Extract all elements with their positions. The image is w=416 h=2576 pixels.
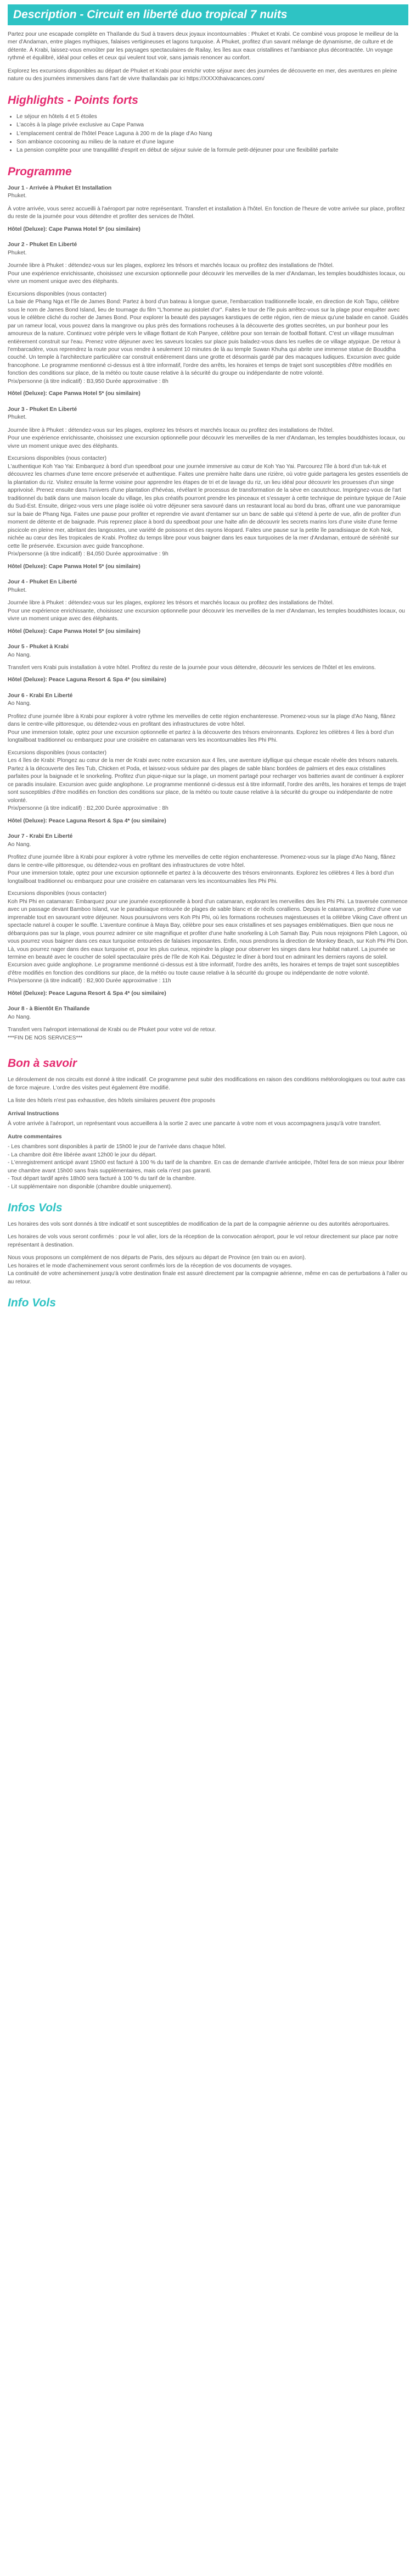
day-text: Excursions disponibles (nous contacter) xyxy=(8,891,107,897)
day-text: Pour une expérience enrichissante, choisissez une excursion optionnelle pour découvrir les merveilles de la mer d'Andaman, les temples bouddhistes locaux, ou vivre un moment unique avec des éléphants. xyxy=(8,435,405,449)
day-hotel: Hôtel (Deluxe): Cape Panwa Hotel 5* (ou similaire) xyxy=(8,563,140,570)
highlight-item: • Son ambiance cocooning au milieu de la nature et d'une lagune xyxy=(16,138,408,146)
day-text: L'authentique Koh Yao Yai: Embarquez à bord d'un speedboat pour une journée immersive au cœur de Koh Yao Yai. Parcourez l'île à bord d'un tuk-tuk et découvrez les charmes d'une terre encore préservée et authentique. Faites une première halte dans une rizière, où votre guide partagera les gestes essentiels de la plantation du riz. Visitez ensuite la ferme voisine pour apprendre les étapes de tri et de lavage du riz, un lieu idéal pour découvrir les prouesses d'un singe apprivoisé. Prenez ensuite dans l'univers d'une plantation d'hévéas, révélant le processus de transformation de la sève en caoutchouc. Imprégnez-vous de l'art traditionnel du batik dans une maison locale du village, les plus créatifs pourront prendre les pinceaux et s'essayer à cette technique de peinture typique de l'Asie du Sud-Est. Ensuite, dirigez-vous vers une plage isolée où votre déjeuner sera savouré dans un restaurant local au bord du bras, offrant une vue panoramique sur la baie de Phang Nga. Faites une pause pour profiter et reprendre vie avant d'entamer sur un banc de sable qui s'étend à perte de vue, afin de profiter d'un moment de détente et de baignade. Puis reprenez place à bord du speedboat pour une halte afin de découvrir les secrets marins lors d'une visite d'une ferme piscicole en pleine mer, abritant des langoustes, une variété de poissons et des rayons léopard. Faites une pause sur la petite île paradisiaque de Koh Nok, nichée au cœur des îles tropicales de Krabi. Profitez du temps libre pour vous baigner dans les eaux turquoises de la mer d'Andaman, entouré de sérénité sur cette île préservée. Excursion avec guide francophone. xyxy=(8,463,408,549)
intro-excursions-paragraph: Explorez les excursions disponibles au départ de Phuket et Krabi pour enrichir votre séjour avec des journées de découverte en mer, des aventures en pleine nature ou des journées immersives dans l'art de vivre thaïlandais par ici https://XXXXthaivacances.com/ xyxy=(8,68,397,82)
day-place: Phuket. xyxy=(8,193,27,199)
day-block xyxy=(8,205,408,221)
day-block xyxy=(8,599,408,623)
infos-vols-paragraph: La continuité de votre acheminement jusqu'à votre destination finale est assuré directement par la compagnie aérienne, même en cas de perturbations à l'aller ou au retour. xyxy=(8,1271,408,1285)
comment-line: - Lit supplémentaire non disponible (chambre double uniquement). xyxy=(8,1183,172,1190)
day-title: Jour 3 - Phuket En Liberté xyxy=(8,406,77,413)
day-title: Jour 2 - Phuket En Liberté xyxy=(8,242,77,248)
day-text: Transfert vers l'aéroport international de Krabi ou de Phuket pour votre vol de retour. xyxy=(8,1027,216,1033)
highlight-item: • Le séjour en hôtels 4 et 5 étoiles xyxy=(16,113,408,121)
programme-days xyxy=(8,185,408,1047)
day-hotel: Hôtel (Deluxe): Cape Panwa Hotel 5* (ou similaire) xyxy=(8,628,140,635)
infos-vols-paragraph: Les horaires et le mode d'acheminement vous seront confirmés lors de la réception de vos documents de voyages. xyxy=(8,1262,293,1269)
day-text: Prix/personne (à titre indicatif) : B2,900 Durée approximative : 11h xyxy=(8,978,171,984)
infos-vols-paragraph: Les horaires des vols sont donnés à titre indicatif et sont susceptibles de modification de la part de la compagnie aérienne ou des autorités aéroportuaires. xyxy=(8,1221,390,1227)
day-text: Pour une immersion totale, optez pour une excursion optionnelle et partez à la découverte des trésors environnants. Explorez les célèbres 4 îles à bord d'un longtailboat traditionnel ou embarquez pour une croisière en catamaran vers les incontournables îles Phi Phi. xyxy=(8,729,394,744)
day-title: Jour 4 - Phuket En Liberté xyxy=(8,579,77,586)
intro-paragraph: Partez pour une escapade complète en Thaïlande du Sud à travers deux joyaux incontournables : Phuket et Krabi. Ce combiné vous propose le meilleur de la mer d'Andaman, entre plages mythiques, falaises vertigineuses et lagons turquoise. À Phuket, profitez d'un savant mélange de dynamisme, de culture et de détente. À Krabi, laissez-vous envoûter par les paysages spectaculaires de Railay, les îles aux eaux cristallines et l'ambiance plus décontractée. Un voyage rythmé et équilibré, idéal pour celles et ceux qui veulent tout voir, sans jamais renoncer au confort. xyxy=(8,31,398,62)
day-title: Jour 5 - Phuket à Krabi xyxy=(8,644,69,650)
day-text: Pour une immersion totale, optez pour une excursion optionnelle et partez à la découverte des trésors environnants. Explorez les célèbres 4 îles à bord d'un longtailboat traditionnel ou embarquez pour une croisière en catamaran vers les incontournables îles Phi Phi. xyxy=(8,870,394,884)
day-block xyxy=(8,713,408,745)
day-block xyxy=(8,291,408,386)
comment-line: - L'enregistrement anticipé avant 15h00 est facturé à 100 % du tarif de la chambre. En cas de demande d'arrivée anticipée, l'hôtel fera de son mieux pour libérer une chambre avant 15h00 sans frais supplémentaires, mais cela n'est pas garanti. xyxy=(8,1160,404,1174)
infos-vols-paragraph: Les horaires de vols vous seront confirmés : pour le vol aller, lors de la réception de la convocation aéroport, pour le vol retour directement sur place par notre représentant à destination. xyxy=(8,1234,398,1248)
highlights-section xyxy=(8,92,408,155)
infos-vols-section xyxy=(8,1200,408,1286)
day-text: Prix/personne (à titre indicatif) : B3,950 Durée approximative : 8h xyxy=(8,378,168,385)
other-comments-title: Autre commentaires xyxy=(8,1133,62,1140)
programme-day xyxy=(8,578,408,636)
day-title: Jour 6 - Krabi En Liberté xyxy=(8,692,73,699)
day-text: Pour une expérience enrichissante, choisissez une excursion optionnelle pour découvrir les merveilles de la mer d'Andaman, les temples bouddhistes locaux, ou vivre un moment unique avec des éléphants. xyxy=(8,270,405,285)
day-text: Excursions disponibles (nous contacter) xyxy=(8,749,107,756)
day-text: Journée libre à Phuket : détendez-vous sur les plages, explorez les trésors et marchés locaux ou profitez des installations de l'hôtel. xyxy=(8,263,334,269)
other-comments-list xyxy=(8,1143,408,1191)
programme-day xyxy=(8,406,408,571)
infos-vols-title: Infos Vols xyxy=(8,1201,63,1214)
day-text: Journée libre à Phuket : détendez-vous sur les plages, explorez les trésors et marchés locaux ou profitez des installations de l'hôtel. xyxy=(8,600,334,607)
day-title: Jour 1 - Arrivée à Phuket Et Installation xyxy=(8,185,112,191)
day-place: Ao Nang. xyxy=(8,841,31,848)
day-hotel: Hôtel (Deluxe): Cape Panwa Hotel 5* (ou similaire) xyxy=(8,226,140,232)
day-place: Phuket. xyxy=(8,249,27,256)
programme-day xyxy=(8,643,408,685)
day-block xyxy=(8,427,408,450)
day-text: Prix/personne (à titre indicatif) : B4,050 Durée approximative : 9h xyxy=(8,551,168,558)
day-title: Jour 7 - Krabi En Liberté xyxy=(8,833,73,840)
bon-a-savoir-section xyxy=(8,1055,408,1191)
highlights-title: Highlights - Points forts xyxy=(8,93,138,107)
programme-section xyxy=(8,164,408,1047)
comment-line: - La chambre doit être libérée avant 12h00 le jour du départ. xyxy=(8,1151,157,1158)
day-block xyxy=(8,1026,408,1042)
day-text: ***FIN DE NOS SERVICES*** xyxy=(8,1034,83,1041)
day-title: Jour 8 - à Bientôt En Thaïlande xyxy=(8,1006,90,1012)
day-block xyxy=(8,455,408,558)
programme-day xyxy=(8,185,408,233)
day-block xyxy=(8,749,408,813)
programme-day xyxy=(8,692,408,825)
page-title-banner: Description - Circuit en liberté duo tropical 7 nuits xyxy=(8,4,408,25)
arrival-instructions-text: À votre arrivée à l'aéroport, un représentant vous accueillera à la sortie 2 avec une pancarte à votre nom et vous accompagnera jusqu'à votre transfert. xyxy=(8,1121,381,1127)
day-text: Journée libre à Phuket : détendez-vous sur les plages, explorez les trésors et marchés locaux ou profitez des installations de l'hôtel. xyxy=(8,427,334,433)
programme-day xyxy=(8,1005,408,1047)
infos-vols-paragraph: Nous vous proposons un complément de nos départs de Paris, des séjours au départ de Province (en train ou en avion). xyxy=(8,1255,306,1261)
day-text: Pour une expérience enrichissante, choisissez une excursion optionnelle pour découvrir les merveilles de la mer d'Andaman, les temples bouddhistes locaux, ou vivre un moment unique avec des éléphants. xyxy=(8,608,405,622)
programme-title: Programme xyxy=(8,165,72,178)
comment-line: - Les chambres sont disponibles à partir de 15h00 le jour de l'arrivée dans chaque hôtel. xyxy=(8,1144,226,1150)
day-hotel: Hôtel (Deluxe): Peace Laguna Resort & Spa 4* (ou similaire) xyxy=(8,817,166,824)
bon-a-savoir-title: Bon à savoir xyxy=(8,1057,77,1070)
day-hotel: Hôtel (Deluxe): Peace Laguna Resort & Spa 4* (ou similaire) xyxy=(8,990,166,997)
day-block xyxy=(8,854,408,886)
day-text: Excursions disponibles (nous contacter) xyxy=(8,455,107,462)
day-text: Profitez d'une journée libre à Krabi pour explorer à votre rythme les merveilles de cette région enchanteresse. Promenez-vous sur la plage d'Ao Nang, flânez dans le centre-ville pittoresque, ou détendez-vous en profitant des infrastructures de votre hôtel. xyxy=(8,854,396,869)
day-hotel: Hôtel (Deluxe): Peace Laguna Resort & Spa 4* (ou similaire) xyxy=(8,677,166,683)
day-text: Koh Phi Phi en catamaran: Embarquez pour une journée exceptionnelle à bord d'un catamaran, explorant les merveilles des îles Phi Phi. La traversée commence avec un passage devant Bamboo Island, vue le paradisiaque entourée de plages de sable blanc et de récifs coralliens. Depuis le catamaran, profitez d'une vue imprenable tout en savourant votre déjeuner. Nous poursuivrons vers Koh Phi Phi, où les formations rocheuses majestueuses et la célèbre Viking Cave offrent un spectacle naturel à couper le souffle. L'aventure continue à Maya Bay, célèbre pour ses eaux cristallines et ses paysages emblématiques. Bien que nous ne débarquions pas sur la plage, vous pourrez admirer ce site magnifique et profiter d'une halte snorkeling à Loh Samah Bay. Puis nous rejoignons Pileh Lagoon, où vous pourrez vous baigner dans ces eaux turquoise entourées de falaises imposantes. Enfin, nous prendrons la direction de Monkey Beach, sur Koh Phi Phi Don. Là, vous pourrez nager dans des eaux turquoise et, pour les plus curieux, rejoindre la plage pour observer les singes dans leur habitat naturel. La journée se termine en beauté avec le coucher de soleil spectaculaire près de l'île de Koh Kai. Dégustez le dîner à bord tout en admirant les derniers rayons de soleil. Excursion avec guide anglophone. Le programme mentionné ci-dessus est à titre informatif, l'ordre des arrêts, les horaires et temps de trajet sont susceptibles d'être modifiés en fonction des conditions sur place, de la météo ou toute cause relative à la sécurité du groupe ou indépendante de notre volonté. xyxy=(8,898,408,976)
day-block xyxy=(8,890,408,986)
arrival-instructions-title: Arrival Instructions xyxy=(8,1110,59,1117)
day-place: Ao Nang. xyxy=(8,652,31,658)
highlight-item: • L'accès à la plage privée exclusive au Cape Panwa xyxy=(16,121,408,129)
day-text: La baie de Phang Nga et l'île de James Bond: Partez à bord d'un bateau à longue queue, l'embarcation traditionnelle locale, en direction de Koh Tapu, célèbre sous le nom de James Bond Island, lieu de tournage du film "L'homme au pistolet d'or". Faites le tour de l'île puis arrêtez-vous sur la plage pour enquêter avec vous le célèbre cliché du rocher de James Bond. Pour explorer la beauté des paysages karstiques de cette région, rien de mieux qu'une balade en canoë. Guidés par un rameur local, vous pouvez dans la mangrove ou plus près des formations rocheuses à la découverte des grottes secrètes, un pur bonheur pour les amoureux de la nature. Continuez votre périple vers le village flottant de Koh Panyee, célèbre pour son terrain de football flottant. C'est un village musulman entièrement construit sur l'eau. Prenez votre déjeuner avec les saveurs locales sur place puis baladez-vous dans les ruelles de ce village atypique. De retour à l'embarcadère, vous reprendrez la route pour vous rendre à seulement 10 minutes de là au temple Suwan Khuha qui abrite une immense statue de Bouddha couché. Un temple à l'architecture particulière car construit entièrement dans une grotte et désormais gardé par des macaques ludiques. Excursion avec guide francophone. Le programme mentionné ci-dessus est à titre informatif, l'ordre des arrêts, les horaires et temps de trajet sont susceptibles d'être modifiés en fonction des conditions sur place, de la météo ou toute cause relative à la sécurité du groupe ou indépendante de notre volonté. xyxy=(8,299,408,377)
day-place: Phuket. xyxy=(8,587,27,593)
day-text: Excursions disponibles (nous contacter) xyxy=(8,291,107,297)
info-vols-title: Info Vols xyxy=(8,1297,56,1310)
day-block xyxy=(8,664,408,672)
day-text: Les 4 îles de Krabi: Plongez au cœur de la mer de Krabi avec notre excursion aux 4 îles, une aventure idyllique qui cheque escale révèle des trésors naturels. Partez à la découverte des îles Tub, Chicken et Poda, et laissez-vous séduire par des plages de sable blanc bordées de palmiers et des eaux cristallines parfaites pour la baignade et le snorkeling. Profitez d'un pique-nique sur la plage, un moment partagé pour recharger vos batteries avant de continuer à explorer ce paradis insulaire. Excursion avec guide anglophone. Le programme mentionné ci-dessus est à titre informatif, l'ordre des arrêts, les horaires et temps de trajet sont susceptibles d'être modifiés en fonction des conditions sur place, de la météo ou toute cause relative à la sécurité du groupe ou indépendante de notre volonté. xyxy=(8,758,406,804)
day-text: Transfert vers Krabi puis installation à votre hôtel. Profitez du reste de la journée pour vous détendre, découvrir les services de l'hôtel et les environs. xyxy=(8,664,376,671)
highlights-list xyxy=(8,113,408,155)
highlight-item: • L'emplacement central de l'hôtel Peace Laguna à 200 m de la plage d'Ao Nang xyxy=(16,130,408,138)
intro-section xyxy=(8,31,408,84)
day-hotel: Hôtel (Deluxe): Cape Panwa Hotel 5* (ou similaire) xyxy=(8,391,140,397)
info-vols-section xyxy=(8,1295,408,1311)
day-text: À votre arrivée, vous serez accueilli à l'aéroport par notre représentant. Transfert et installation à l'hôtel. En fonction de l'heure de votre arrivée sur place, profitez du reste de la journée pour vous détendre et profiter des services de l'hôtel. xyxy=(8,205,405,220)
bon-a-savoir-paragraph: La liste des hôtels n'est pas exhaustive, des hôtels similaires peuvent être proposés xyxy=(8,1098,215,1104)
day-block xyxy=(8,262,408,286)
day-text: Prix/personne (à titre indicatif) : B2,200 Durée approximative : 8h xyxy=(8,805,168,812)
day-place: Ao Nang. xyxy=(8,700,31,707)
bon-a-savoir-paragraph: Le déroulement de nos circuits est donné à titre indicatif. Ce programme peut subir des modifications en raison des conditions météorologiques ou tout autre cas de force majeure. L'ordre des visites peut également être modifié. xyxy=(8,1077,406,1091)
comment-line: - Tout départ tardif après 18h00 sera facturé à 100 % du tarif de la chambre. xyxy=(8,1176,196,1182)
programme-day xyxy=(8,833,408,998)
day-text: Profitez d'une journée libre à Krabi pour explorer à votre rythme les merveilles de cette région enchanteresse. Promenez-vous sur la plage d'Ao Nang, flânez dans le centre-ville pittoresque, ou détendez-vous en profitant des infrastructures de votre hôtel. xyxy=(8,713,396,728)
day-place: Phuket. xyxy=(8,414,27,421)
programme-day xyxy=(8,241,408,398)
highlight-item: • La pension complète pour une tranquillité d'esprit en début de séjour suivie de la formule petit-déjeuner pour une flexibilité parfaite xyxy=(16,147,408,154)
day-place: Ao Nang. xyxy=(8,1014,31,1020)
